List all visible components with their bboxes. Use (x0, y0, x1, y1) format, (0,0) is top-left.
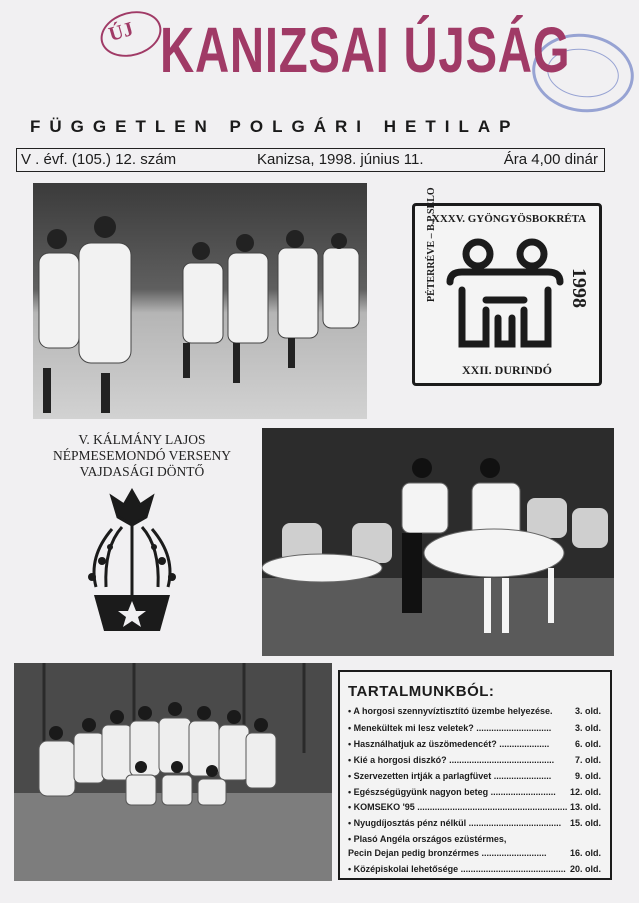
contents-item-text: • Menekültek mi lesz veletek? .............................. (348, 723, 552, 733)
contents-item-page: 15. old. (569, 818, 601, 828)
contents-item-page: 16. old. (569, 848, 601, 858)
photo-group-children (14, 663, 332, 881)
contents-item-page: 3. old. (574, 706, 601, 716)
newspaper-subtitle: FÜGGETLEN POLGÁRI HETILAP (30, 117, 520, 136)
contest-line-2: NÉPMESEMONDÓ VERSENY (53, 448, 231, 463)
contents-item-text: • Szervezetten irtják a parlagfüvet ....................... (348, 771, 552, 781)
contest-line-1: V. KÁLMÁNY LAJOS (78, 432, 206, 447)
contest-line-3: VAJDASÁGI DÖNTŐ (79, 464, 205, 479)
festival-logo-year: 1998 (568, 268, 590, 308)
contents-item-text: • Plasó Angéla országos ezüstérmes, (348, 834, 507, 844)
issue-volume: V . évf. (105.) 12. szám (21, 151, 177, 168)
contents-item-text: Pecin Dejan pedig bronzérmes .......................... (348, 848, 547, 858)
photo-couple-dancing (262, 428, 614, 656)
photo-girls-dancing (33, 183, 367, 419)
festival-logo-top-text: XXXV. GYÖNGYÖSBOKRÉTA (431, 213, 587, 225)
contents-item-text: • KOMSEKO '95 ............................................................ (348, 802, 568, 812)
contents-item-page: 9. old. (574, 771, 601, 781)
issue-price: Ára 4,00 dinár (503, 151, 598, 168)
contents-item-page: 12. old. (569, 787, 601, 797)
contents-item-text: • Kié a horgosi diszkó? .......................................... (348, 755, 555, 765)
contents-item-text: • A horgosi szennyvíztisztító üzembe helyezése. (348, 706, 553, 716)
contents-item-text: • Nyugdíjosztás pénz nélkül ..................................... (348, 818, 562, 828)
festival-logo-bottom-text: XXII. DURINDÓ (461, 363, 552, 377)
festival-logo-emblem (440, 232, 570, 356)
festival-logo-left-text: PÉTERRÉVE – B.P.SELO (426, 187, 437, 302)
tulip-emblem (82, 487, 182, 635)
contents-item-page: 13. old. (569, 802, 601, 812)
issue-place-date: Kanizsa, 1998. június 11. (257, 151, 424, 168)
issue-info-bar (16, 148, 605, 172)
contents-item-page: 7. old. (574, 755, 601, 765)
new-badge: ÚJ (106, 18, 136, 46)
contents-item-page: 3. old. (574, 723, 601, 733)
contents-item-page: 6. old. (574, 739, 601, 749)
contents-item-page: 20. old. (569, 864, 601, 874)
contents-item-text: • Egészségügyünk nagyon beteg .......................... (348, 787, 556, 797)
contents-title: TARTALMUNKBÓL: (348, 683, 495, 700)
newspaper-title: KANIZSAI ÚJSÁG (160, 14, 571, 86)
contest-caption (20, 432, 264, 480)
contents-item-text: • Középiskolai lehetősége .......................................... (348, 864, 566, 874)
contents-item-text: • Használhatjuk az üszömedencét? .................... (348, 739, 550, 749)
